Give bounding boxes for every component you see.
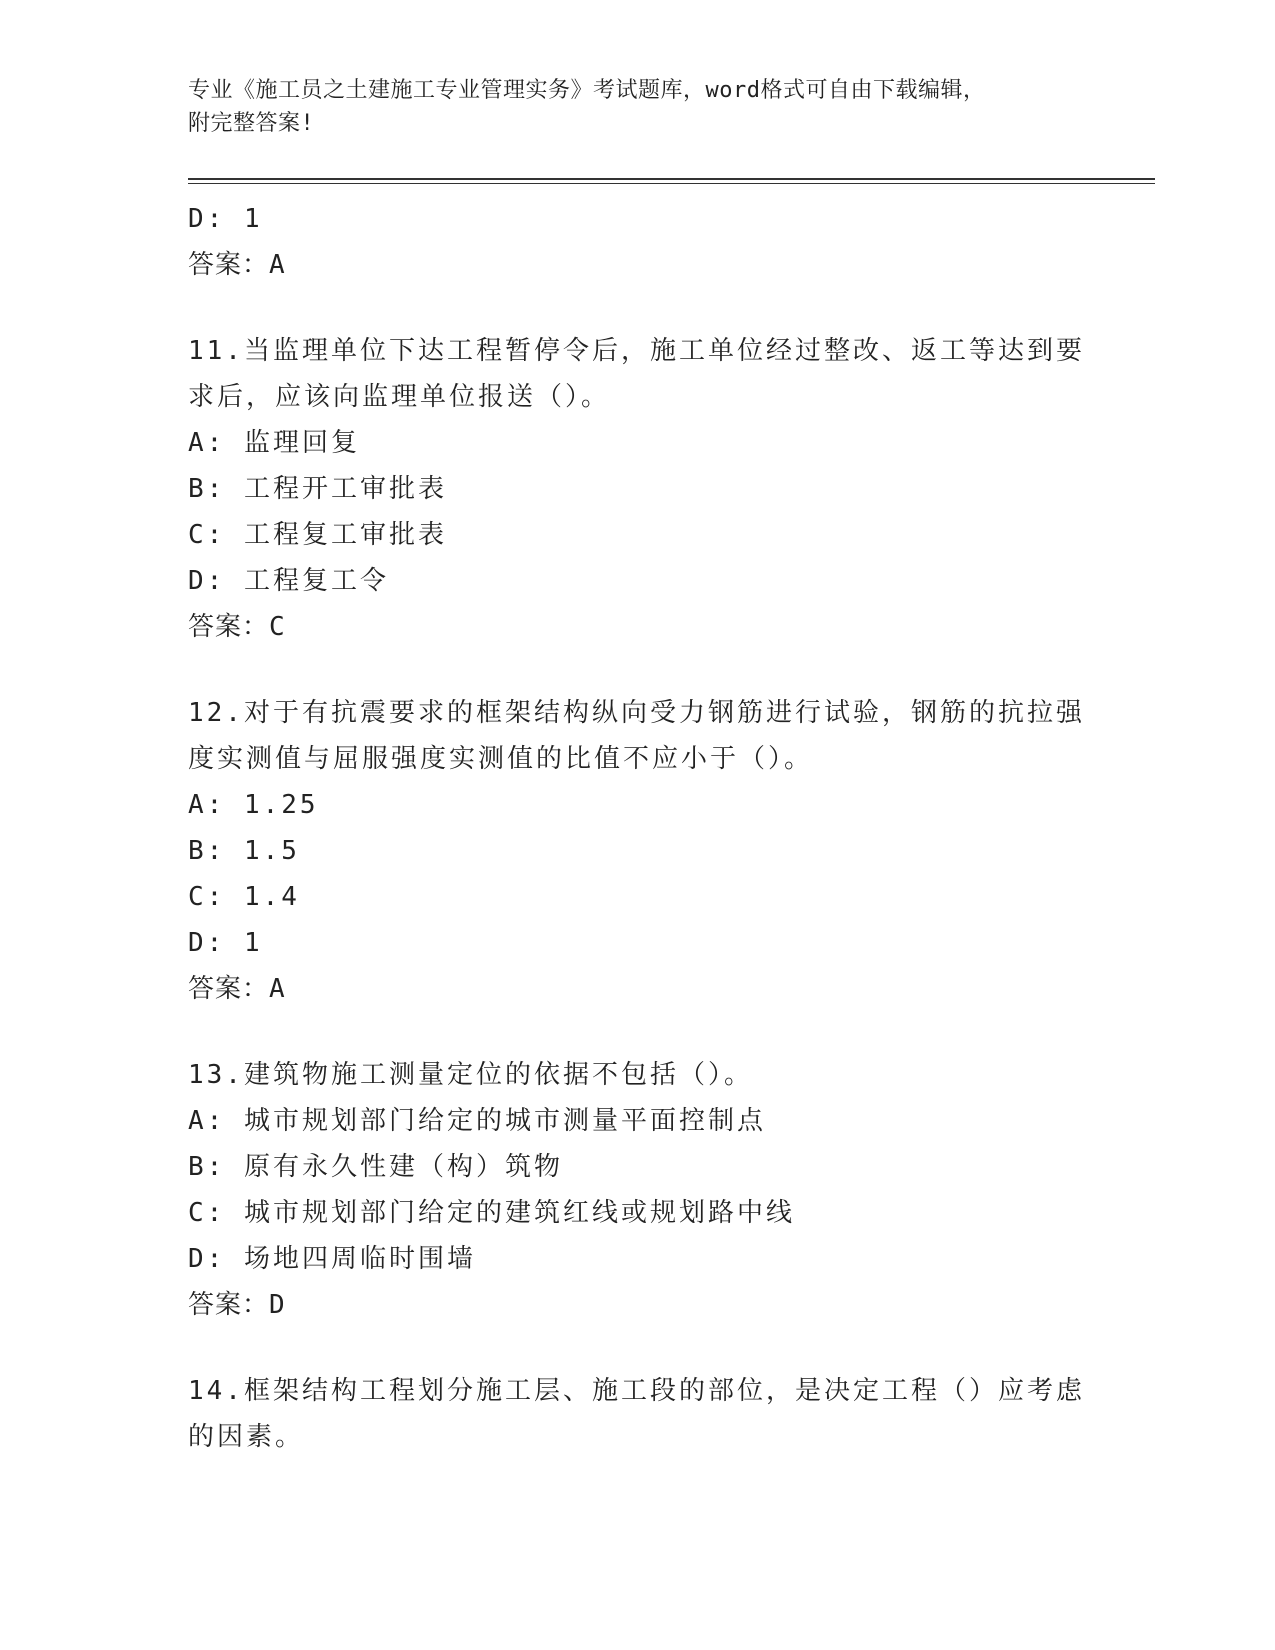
option-a: A: 监理回复 <box>188 428 360 458</box>
question-text: 11.当监理单位下达工程暂停令后，施工单位经过整改、返工等达到要 <box>188 336 1085 366</box>
option-a: A: 城市规划部门给定的城市测量平面控制点 <box>188 1106 766 1136</box>
option-d: D: 场地四周临时围墙 <box>188 1244 476 1274</box>
option-c: C: 城市规划部门给定的建筑红线或规划路中线 <box>188 1198 795 1228</box>
question-text: 13.建筑物施工测量定位的依据不包括（）。 <box>188 1060 753 1090</box>
document-body <box>188 196 1108 1460</box>
option-c: C: 工程复工审批表 <box>188 520 447 550</box>
question-text: 求后，应该向监理单位报送（）。 <box>188 382 611 412</box>
header-line-1: 专业《施工员之土建施工专业管理实务》考试题库，word格式可自由下载编辑， <box>188 78 986 103</box>
answer: 答案：C <box>188 612 286 642</box>
option-b: B: 原有永久性建（构）筑物 <box>188 1152 563 1182</box>
question-12 <box>188 690 1108 1012</box>
question-text: 12.对于有抗震要求的框架结构纵向受力钢筋进行试验，钢筋的抗拉强 <box>188 698 1085 728</box>
question-11 <box>188 328 1108 650</box>
question-text: 14.框架结构工程划分施工层、施工段的部位，是决定工程（）应考虑 <box>188 1376 1085 1406</box>
question-text: 度实测值与屈服强度实测值的比值不应小于（）。 <box>188 744 814 774</box>
question-14 <box>188 1368 1108 1460</box>
option-b: B: 工程开工审批表 <box>188 474 447 504</box>
header-divider-thick <box>188 178 1155 180</box>
option-a: A: 1.25 <box>188 790 319 820</box>
answer: 答案：A <box>188 974 286 1004</box>
option-d: D: 工程复工令 <box>188 566 389 596</box>
option-b: B: 1.5 <box>188 836 300 866</box>
answer: 答案：A <box>188 250 286 280</box>
option-d: D: 1 <box>188 928 263 958</box>
header-line-2: 附完整答案! <box>188 111 315 136</box>
option-c: C: 1.4 <box>188 882 300 912</box>
header-divider-thin <box>188 183 1155 184</box>
question-13 <box>188 1052 1108 1328</box>
option-d: D: 1 <box>188 204 263 234</box>
question-text: 的因素。 <box>188 1422 305 1452</box>
document-header <box>188 74 1088 140</box>
answer: 答案：D <box>188 1290 286 1320</box>
